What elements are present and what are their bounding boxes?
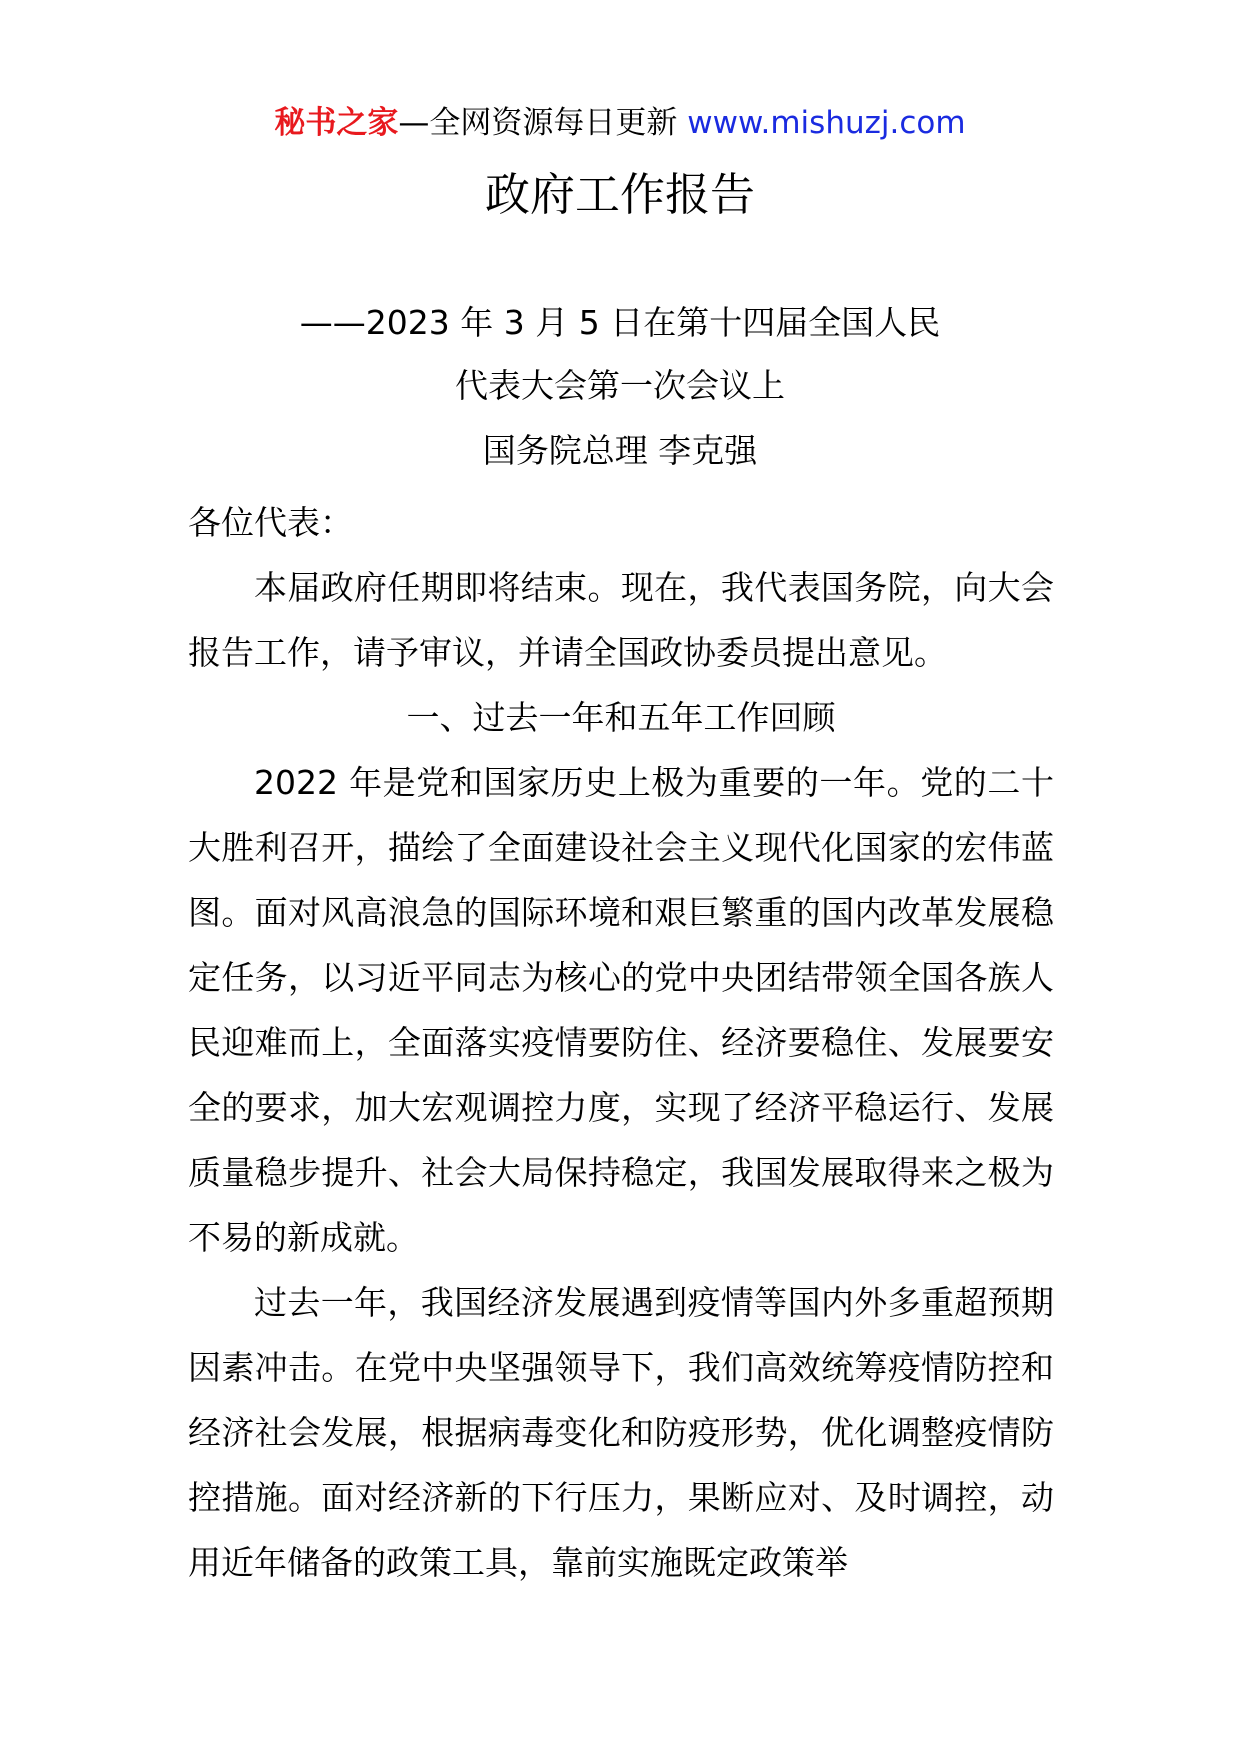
salutation: 各位代表： bbox=[188, 503, 353, 542]
site-url-link[interactable]: www.mishuzj.com bbox=[687, 105, 966, 141]
author-line: 国务院总理 李克强 bbox=[482, 431, 758, 470]
header-tagline: —全网资源每日更新 bbox=[398, 105, 688, 141]
section-heading: 一、过去一年和五年工作回顾 bbox=[406, 698, 836, 737]
subtitle-line-1: ——2023 年 3 月 5 日在第十四届全国人民 bbox=[299, 303, 941, 342]
subtitle-line-2: 代表大会第一次会议上 bbox=[455, 366, 785, 405]
paragraph: 2022 年是党和国家历史上极为重要的一年。党的二十大胜利召开，描绘了全面建设社会主义现代化国家的宏伟蓝图。面对风高浪急的国际环境和艰巨繁重的国内改革发展稳定任务，以习近平同志为核心的党中央团结带领全国各族人民迎难而上，全面落实疫情要防住、经济要稳住、发展要安全的要求，加大宏观调控力度，实现了经济平稳运行、发展质量稳步提升、社会大局保持稳定，我国发展取得来之极为不易的新成就。 bbox=[188, 763, 1054, 1257]
document-body bbox=[188, 490, 1054, 1595]
site-header bbox=[0, 98, 1240, 148]
paragraph: 过去一年，我国经济发展遇到疫情等国内外多重超预期因素冲击。在党中央坚强领导下，我们高效统筹疫情防控和经济社会发展，根据病毒变化和防疫形势，优化调整疫情防控措施。面对经济新的下行压力，果断应对、及时调控，动用近年储备的政策工具，靠前实施既定政策举 bbox=[188, 1283, 1054, 1582]
paragraph: 本届政府任期即将结束。现在，我代表国务院，向大会报告工作，请予审议，并请全国政协委员提出意见。 bbox=[188, 568, 1054, 672]
brand-name: 秘书之家 bbox=[274, 105, 399, 141]
document-title: 政府工作报告 bbox=[484, 168, 755, 221]
